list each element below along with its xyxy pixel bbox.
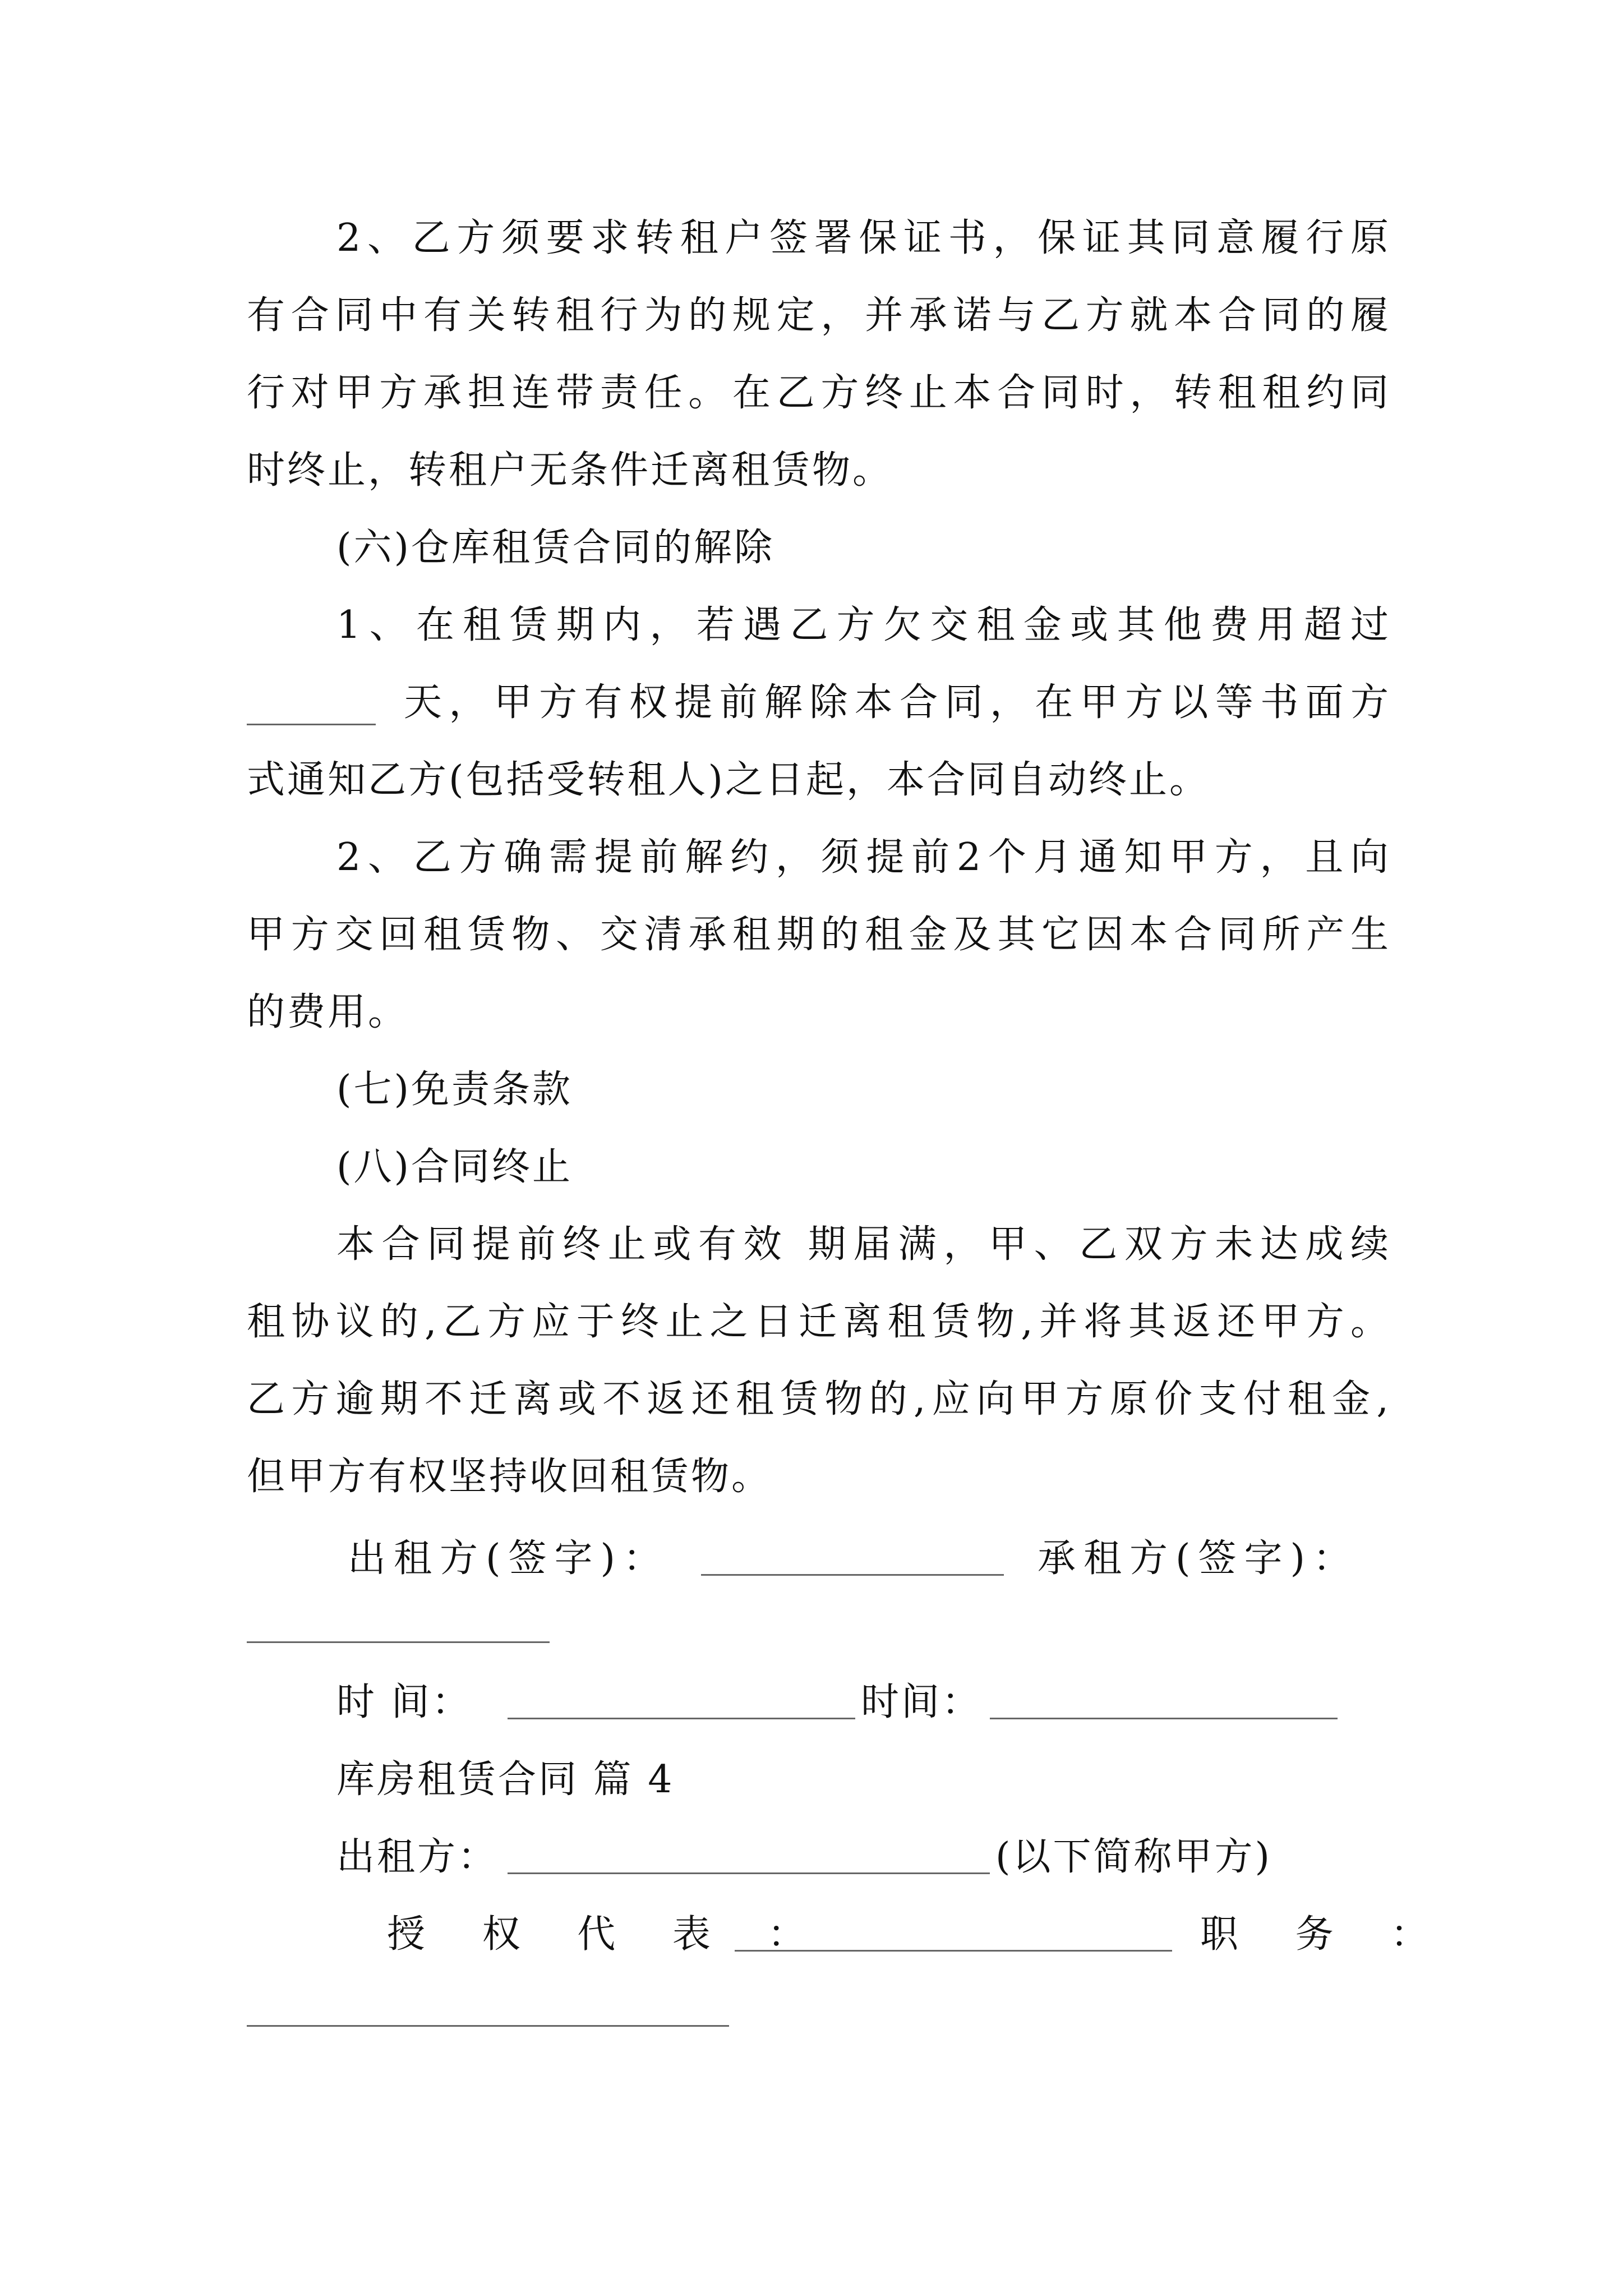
clause-5-2-line-4: 时终止，转租户无条件迁离租赁物。	[247, 448, 893, 493]
clause-5-2-line-1: 2、乙方须要求转租户签署保证书，保证其同意履行原	[336, 216, 1391, 260]
position-label: 职 务 ：	[1200, 1912, 1451, 1957]
lessor-time-label: 时 间：	[336, 1680, 472, 1724]
lessor-time-line	[508, 1718, 855, 1719]
lessor-signature-label: 出租方(签字)：	[348, 1536, 670, 1581]
authorized-rep-line	[735, 1950, 1172, 1952]
lessee-time-line	[990, 1718, 1338, 1719]
lessor-signature-line	[701, 1574, 1004, 1576]
next-contract-title: 库房租赁合同 篇 4	[336, 1757, 675, 1802]
lessee-signature-line	[247, 1641, 550, 1643]
clause-6-2-line-3: 的费用。	[247, 990, 409, 1034]
section-heading-7: (七)免责条款	[336, 1068, 573, 1112]
clause-8-line-3: 乙方逾期不迁离或不返还租赁物的,应向甲方原价支付租金,	[247, 1377, 1391, 1421]
position-line	[247, 2025, 729, 2027]
section-heading-8: (八)合同终止	[336, 1145, 573, 1189]
next-lessor-label: 出租方：	[336, 1835, 499, 1879]
clause-5-2-line-3: 行对甲方承担连带责任。在乙方终止本合同时，转租租约同	[247, 371, 1391, 415]
clause-8-line-1: 本合同提前终止或有效 期届满，甲、乙双方未达成续	[336, 1222, 1391, 1267]
clause-6-2-line-2: 甲方交回租赁物、交清承租期的租金及其它因本合同所产生	[247, 913, 1391, 957]
clause-6-1-line-1: 1、在租赁期内，若遇乙方欠交租金或其他费用超过	[336, 603, 1391, 647]
lessee-signature-label: 承租方(签字)：	[1038, 1536, 1359, 1581]
clause-5-2-line-2: 有合同中有关转租行为的规定，并承诺与乙方就本合同的履	[247, 293, 1391, 338]
clause-6-2-line-1: 2、乙方确需提前解约，须提前2个月通知甲方，且向	[336, 835, 1391, 880]
next-lessor-line	[508, 1872, 990, 1874]
clause-6-1-line-2: 天，甲方有权提前解除本合同，在甲方以等书面方	[404, 680, 1391, 725]
clause-8-line-2: 租协议的,乙方应于终止之日迁离租赁物,并将其返还甲方。	[247, 1300, 1391, 1344]
days-blank	[247, 724, 376, 725]
section-heading-6: (六)仓库租赁合同的解除	[336, 526, 775, 570]
clause-8-line-4: 但甲方有权坚持收回租赁物。	[247, 1455, 772, 1499]
clause-6-1-line-3: 式通知乙方(包括受转租人)之日起，本合同自动终止。	[247, 758, 1210, 802]
next-lessor-suffix: (以下简称甲方)	[995, 1835, 1272, 1879]
lessee-time-label: 时间：	[861, 1680, 983, 1724]
authorized-rep-label: 授 权 代 表 ：	[387, 1912, 828, 1957]
